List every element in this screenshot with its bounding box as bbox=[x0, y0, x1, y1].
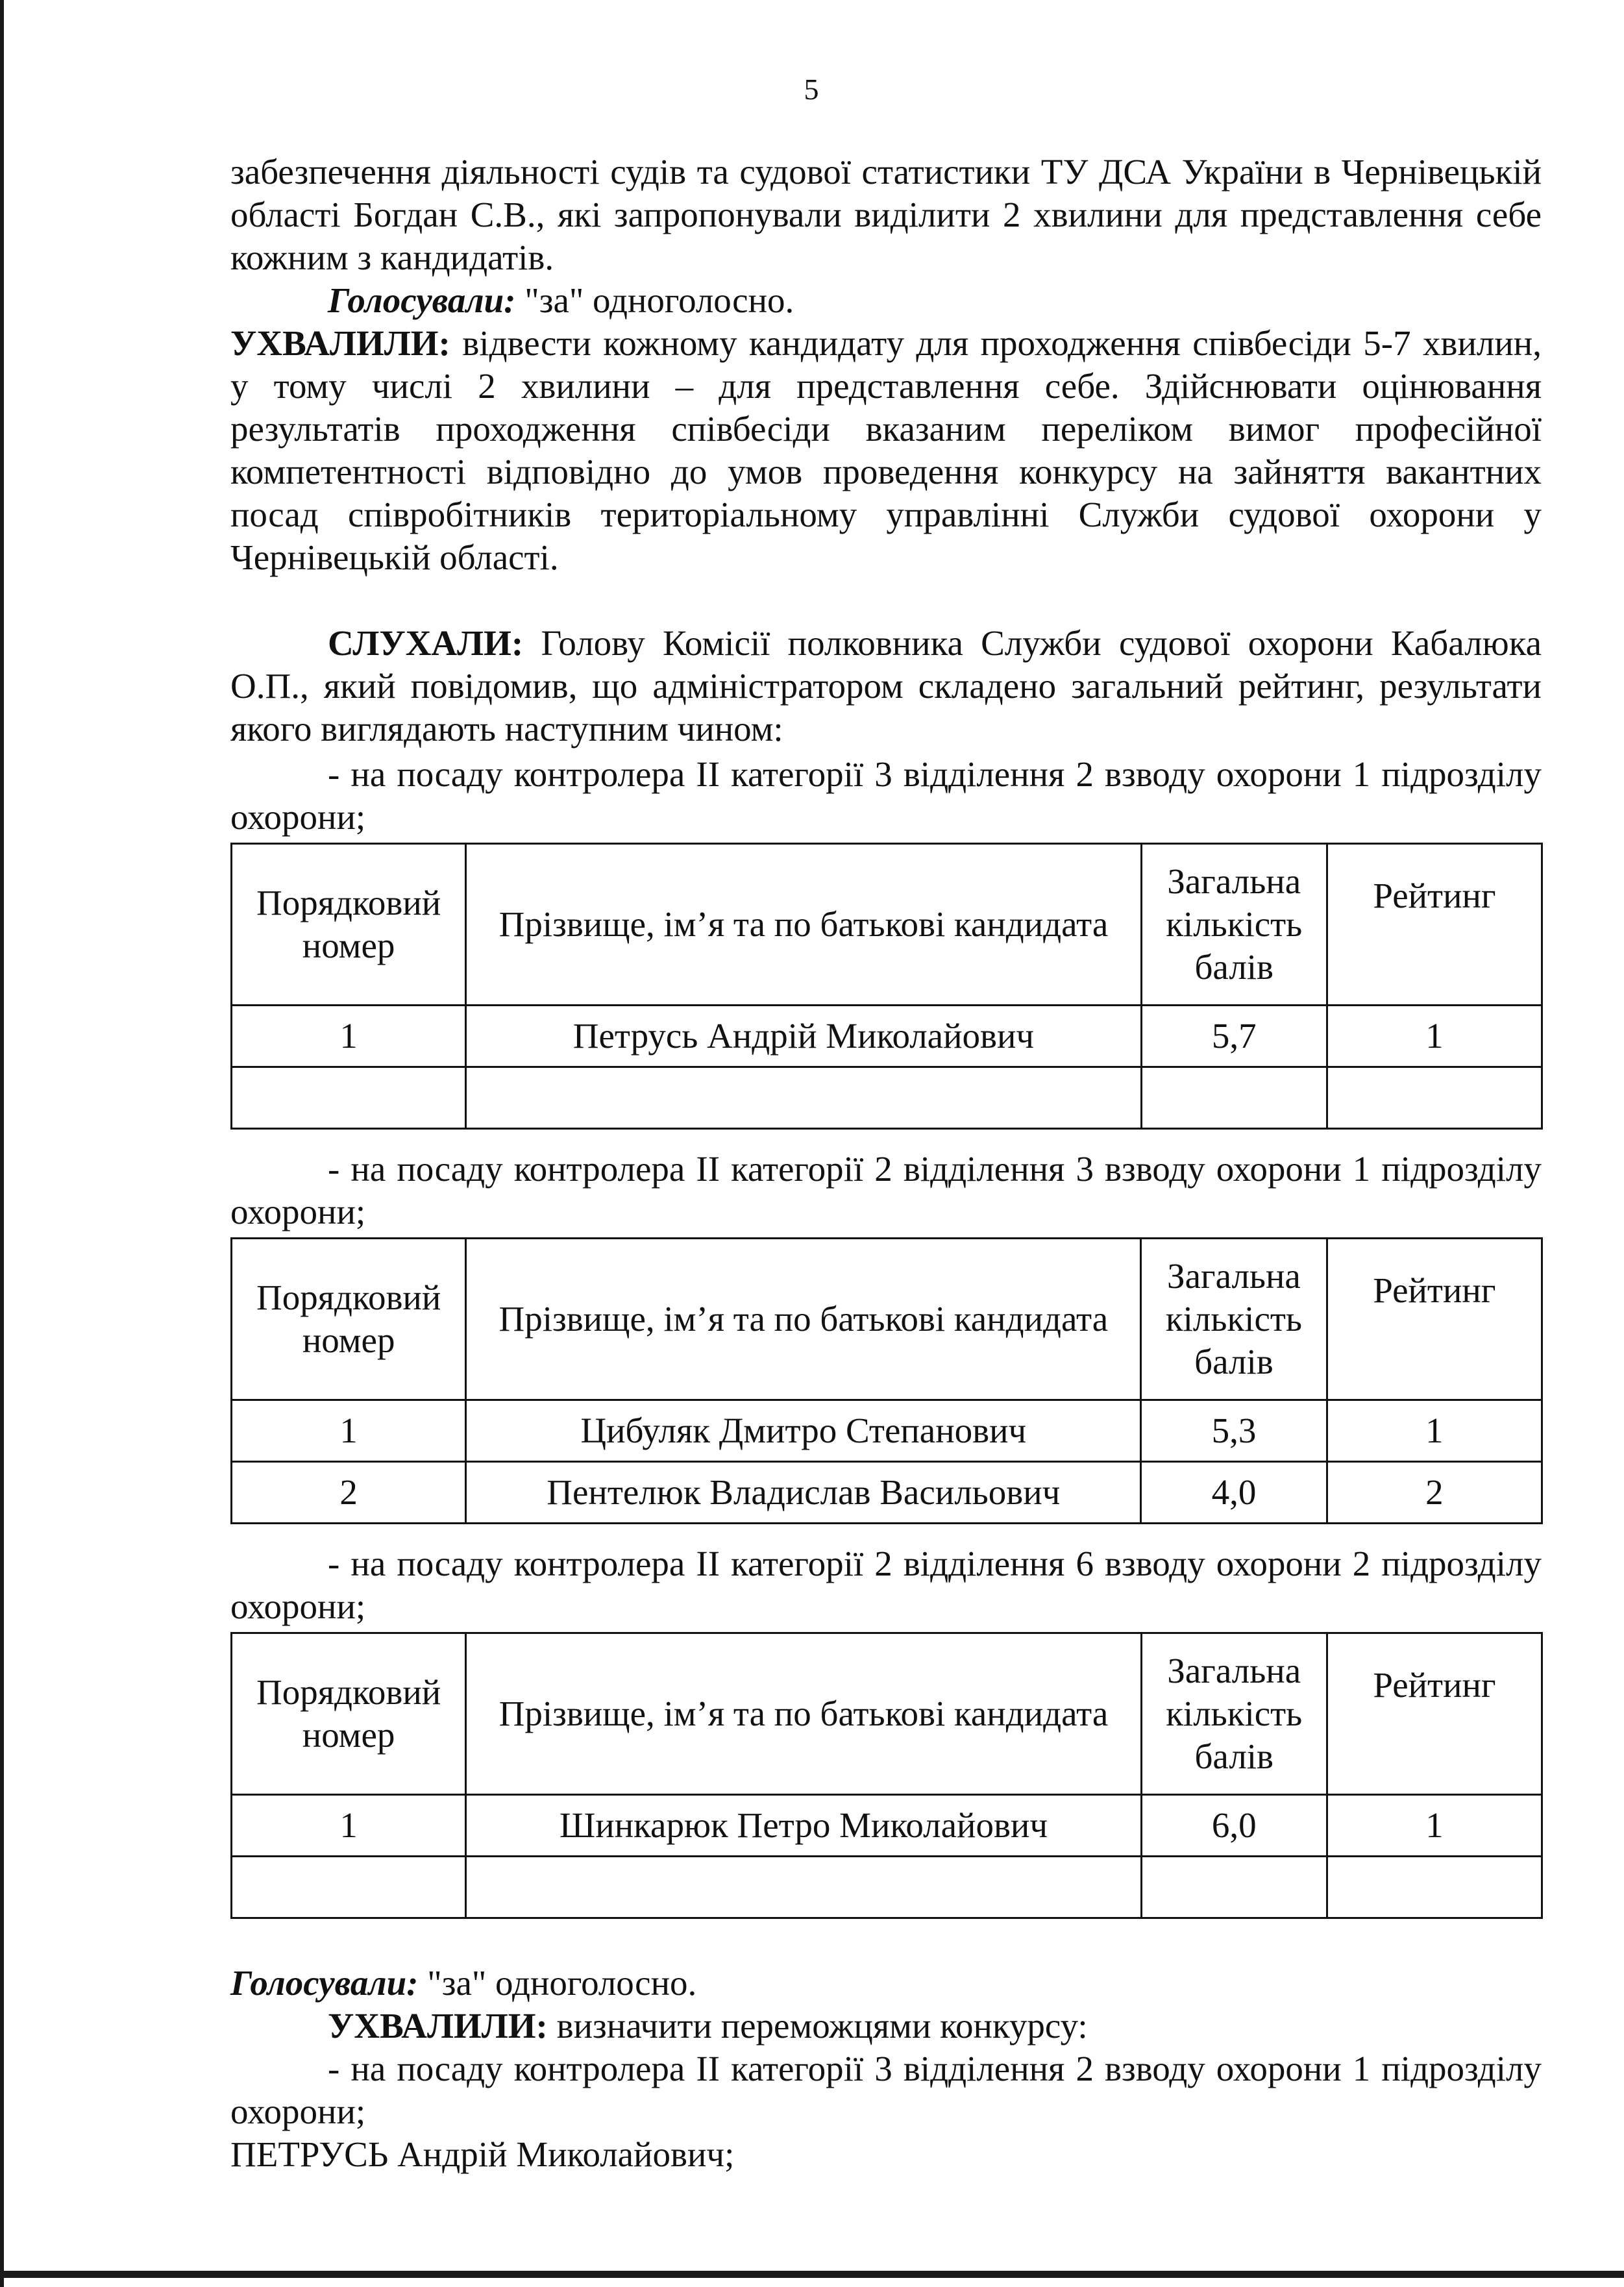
cell-rating: 1 bbox=[1327, 1400, 1542, 1462]
winner-name: ПЕТРУСЬ Андрій Миколайович; bbox=[230, 2134, 735, 2174]
table-row bbox=[232, 1857, 1542, 1918]
cell-rating: 1 bbox=[1327, 1006, 1542, 1067]
rating-table-3 bbox=[230, 1632, 1543, 1919]
cell-number: 1 bbox=[232, 1795, 466, 1857]
table-row bbox=[232, 1067, 1542, 1129]
table-header-row bbox=[232, 844, 1542, 1006]
header-name: Прізвище, ім’я та по батькові кандидата bbox=[466, 1633, 1141, 1795]
table-header-row bbox=[232, 1239, 1542, 1400]
header-score: Загальна кількість балів bbox=[1141, 1633, 1327, 1795]
heard-paragraph bbox=[230, 622, 1542, 750]
cell-rating bbox=[1327, 1067, 1542, 1129]
cell-name: Цибуляк Дмитро Степанович bbox=[466, 1400, 1141, 1462]
header-name: Прізвище, ім’я та по батькові кандидата bbox=[466, 1239, 1141, 1400]
cell-name bbox=[466, 1067, 1141, 1129]
cell-name: Шинкарюк Петро Миколайович bbox=[466, 1795, 1141, 1857]
table-row bbox=[232, 1400, 1542, 1462]
intro-paragraph: забезпечення діяльності судів та судової статистики ТУ ДСА України в Чернівецькій області Богдан С.В., які запропонували виділити 2 хвилини для представлення себе кожним з кандидатів. bbox=[230, 152, 1542, 277]
cell-name bbox=[466, 1857, 1141, 1918]
resolution-label: УХВАЛИЛИ: bbox=[328, 2006, 548, 2046]
resolution-text: визначити переможцями конкурсу: bbox=[547, 2006, 1088, 2046]
header-number: Порядковий номер bbox=[232, 1633, 466, 1795]
resolution-paragraph-2 bbox=[230, 2005, 1542, 2047]
winner-position-line: - на посаду контролера ІІ категорії 3 відділення 2 взводу охорони 1 підрозділу охорони; bbox=[230, 2049, 1542, 2131]
vote-value: "за" одноголосно. bbox=[515, 280, 794, 320]
resolution-text: відвести кожному кандидату для проходження співбесіди 5-7 хвилин, у тому числі 2 хвилини – для представлення себе. Здійснювати оцінювання результатів проходження співбесіди вказаним переліком вимог професійної компетентності відповідно до умов проведення конкурсу на зайняття вакантних посад співробітників територіальному управлінні Служби судової охорони у Чернівецькій області. bbox=[230, 323, 1542, 577]
resolution-paragraph-1 bbox=[230, 322, 1542, 579]
cell-score: 6,0 bbox=[1141, 1795, 1327, 1857]
vote-label: Голосували: bbox=[230, 1963, 419, 2003]
cell-rating bbox=[1327, 1857, 1542, 1918]
table-row bbox=[232, 1462, 1542, 1524]
header-rating: Рейтинг bbox=[1327, 1239, 1542, 1400]
cell-score: 5,7 bbox=[1141, 1006, 1327, 1067]
document-body bbox=[230, 151, 1542, 2176]
table-row bbox=[232, 1795, 1542, 1857]
cell-number bbox=[232, 1857, 466, 1918]
header-number: Порядковий номер bbox=[232, 1239, 466, 1400]
cell-number: 1 bbox=[232, 1006, 466, 1067]
position-line-3: - на посаду контролера ІІ категорії 2 відділення 6 взводу охорони 2 підрозділу охорони; bbox=[230, 1544, 1542, 1626]
cell-number: 2 bbox=[232, 1462, 466, 1524]
header-score: Загальна кількість балів bbox=[1141, 1239, 1327, 1400]
rating-table-2 bbox=[230, 1237, 1543, 1524]
cell-score: 4,0 bbox=[1141, 1462, 1327, 1524]
scan-bottom-bar bbox=[0, 2271, 1624, 2278]
header-score: Загальна кількість балів bbox=[1141, 844, 1327, 1006]
vote-line-2 bbox=[230, 1962, 1542, 2005]
cell-name: Петрусь Андрій Миколайович bbox=[466, 1006, 1141, 1067]
page-number: 5 bbox=[804, 73, 819, 106]
header-name: Прізвище, ім’я та по батькові кандидата bbox=[466, 844, 1141, 1006]
resolution-label: УХВАЛИЛИ: bbox=[230, 323, 450, 363]
cell-number bbox=[232, 1067, 466, 1129]
rating-table-1 bbox=[230, 843, 1543, 1130]
header-number: Порядковий номер bbox=[232, 844, 466, 1006]
heard-text: Голову Комісії полковника Служби судової охорони Кабалюка О.П., який повідомив, що адміністратором складено загальний рейтинг, результати якого виглядають наступним чином: bbox=[230, 623, 1542, 748]
cell-score: 5,3 bbox=[1141, 1400, 1327, 1462]
cell-score bbox=[1141, 1857, 1327, 1918]
table-header-row bbox=[232, 1633, 1542, 1795]
heard-label: СЛУХАЛИ: bbox=[328, 623, 524, 663]
vote-line-1 bbox=[230, 279, 1542, 322]
scan-left-edge bbox=[0, 0, 4, 2287]
cell-name: Пентелюк Владислав Васильович bbox=[466, 1462, 1141, 1524]
table-row bbox=[232, 1006, 1542, 1067]
cell-number: 1 bbox=[232, 1400, 466, 1462]
vote-label: Голосували: bbox=[328, 280, 516, 320]
header-rating: Рейтинг bbox=[1327, 1633, 1542, 1795]
header-rating: Рейтинг bbox=[1327, 844, 1542, 1006]
vote-value: "за" одноголосно. bbox=[418, 1963, 697, 2003]
cell-rating: 1 bbox=[1327, 1795, 1542, 1857]
position-line-1: - на посаду контролера ІІ категорії 3 відділення 2 взводу охорони 1 підрозділу охорони; bbox=[230, 754, 1542, 837]
cell-rating: 2 bbox=[1327, 1462, 1542, 1524]
cell-score bbox=[1141, 1067, 1327, 1129]
position-line-2: - на посаду контролера ІІ категорії 2 відділення 3 взводу охорони 1 підрозділу охорони; bbox=[230, 1149, 1542, 1231]
